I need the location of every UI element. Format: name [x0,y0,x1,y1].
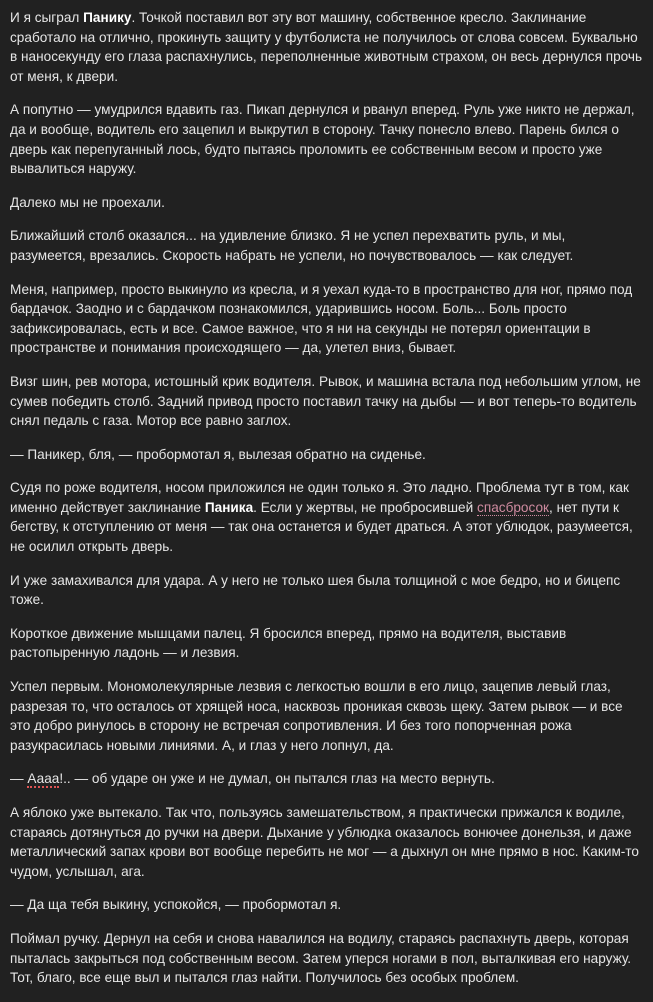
paragraph [10,280,643,358]
paragraph [10,677,643,755]
text-run: !.. — об ударе он уже и не думал, он пытался глаз на место вернуть. [59,771,495,787]
paragraph [10,571,643,610]
text-run: Поймал ручку. Дернул на себя и снова навалился на водилу, стараясь распахнуть дверь, которая пыталась закрыться под собственным весом. Затем уперся ногами в пол, выталкивая его наружу. Тот, благо, все еще выл и пытался глаз найти. Получилось без особых проблем. [10,930,632,986]
paragraph [10,8,643,86]
text-run: Успел первым. Мономолекулярные лезвия с легкостью вошли в его лицо, зацепив левый глаз, разрезая то, что осталось от хрящей носа, насквозь проникая сквозь щеку. Затем рывок — и все это добро ринулось в сторону не встречая сопротивления. И без того попорченная рожа разукрасилась новыми линиями. А, и глаз у него лопнул, да. [10,679,623,753]
inline-link[interactable]: спасбросок [477,499,549,515]
paragraph [10,929,643,988]
text-run: Ближайший столб оказался... на удивление близко. Я не успел перехватить руль, и мы, разумеется, врезались. Скорость набрать не успели, но почувствовалось — как следует. [10,228,574,263]
paragraph [10,895,643,915]
text-run: — Паникер, бля, — пробормотал я, вылезая обратно на сиденье. [10,446,426,462]
text-run: А попутно — умудрился вдавить газ. Пикап дернулся и рванул вперед. Руль уже никто не держал, да и вообще, водитель его зацепил и выкрутил в сторону. Тачку понесло влево. Парень бился о дверь как перепуганный лось, будто пытаясь проломить ее собственным весом и просто уже вывалиться наружу. [10,102,635,177]
text-run: Далеко мы не проехали. [10,194,165,210]
paragraph [10,803,643,881]
text-run: И я сыграл [10,10,84,25]
paragraph [10,624,643,663]
paragraph [10,193,643,213]
paragraph [10,372,643,431]
spellcheck-error-text: Аааа [27,771,60,787]
text-run: Меня, например, просто выкинуло из кресла, и я уехал куда-то в пространство для ног, прямо под бардачок. Заодно и с бардачком познакомился, ударившись носом. Боль... Боль просто зафиксировалась, есть и все. Самое важное, что я ни на секунды не потерял ориентации в пространстве и понимания происходящего — да, улетел вниз, бывает. [10,281,633,356]
text-run: . Если у жертвы, не пробросившей [253,499,478,515]
paragraph [10,769,643,789]
text-run: . Точкой поставил вот эту вот машину, собственное кресло. Заклинание сработало на отлично, прокинуть защиту у футболиста не получилось от слова совсем. Буквально в наносекунду его глаза распахнулись, переполненные животным страхом, он весь дернулся прочь от меня, к двери. [10,10,643,84]
text-run: , нет пути к бегству, к отступлению от меня — так она останется и будет драться. А этот ублюдок, разумеется, не осилил открыть дверь. [10,499,633,555]
paragraph [10,226,643,265]
text-run: И уже замахивался для удара. А у него не только шея была толщиной с мое бедро, но и бицепс тоже. [10,572,621,608]
text-run: — Да ща тебя выкину, успокойся, — пробормотал я. [10,897,342,913]
paragraph [10,100,643,178]
text-run: Судя по роже водителя, носом приложился не один только я. Это ладно. Проблема тут в том, как именно действует заклинание [10,480,629,515]
text-run: — [10,771,28,787]
paragraph [10,478,643,556]
text-run: А яблоко уже вытекало. Так что, пользуясь замешательством, я практически прижался к водиле, стараясь дотянуться до ручки на двери. Дыхание у ублюдка оказалось вонючее донельзя, и даже металлический запах крови вот вообще перебить не мог — а дыхнул он мне прямо в нос. Каким-то чудом, услышал, ага. [10,805,639,879]
text-run: Визг шин, рев мотора, истошный крик водителя. Рывок, и машина встала под небольшим углом, не сумев победить столб. Задний привод просто поставил тачку на дыбы — и вот теперь-то водитель снял педаль с газа. Мотор все равно заглох. [10,373,641,429]
text-run: Короткое движение мышцами палец. Я бросился вперед, прямо на водителя, выставив растопыренную ладонь — и лезвия. [10,625,567,661]
bold-text: Паника [204,499,254,515]
paragraph [10,445,643,465]
bold-text: Панику [83,10,132,25]
